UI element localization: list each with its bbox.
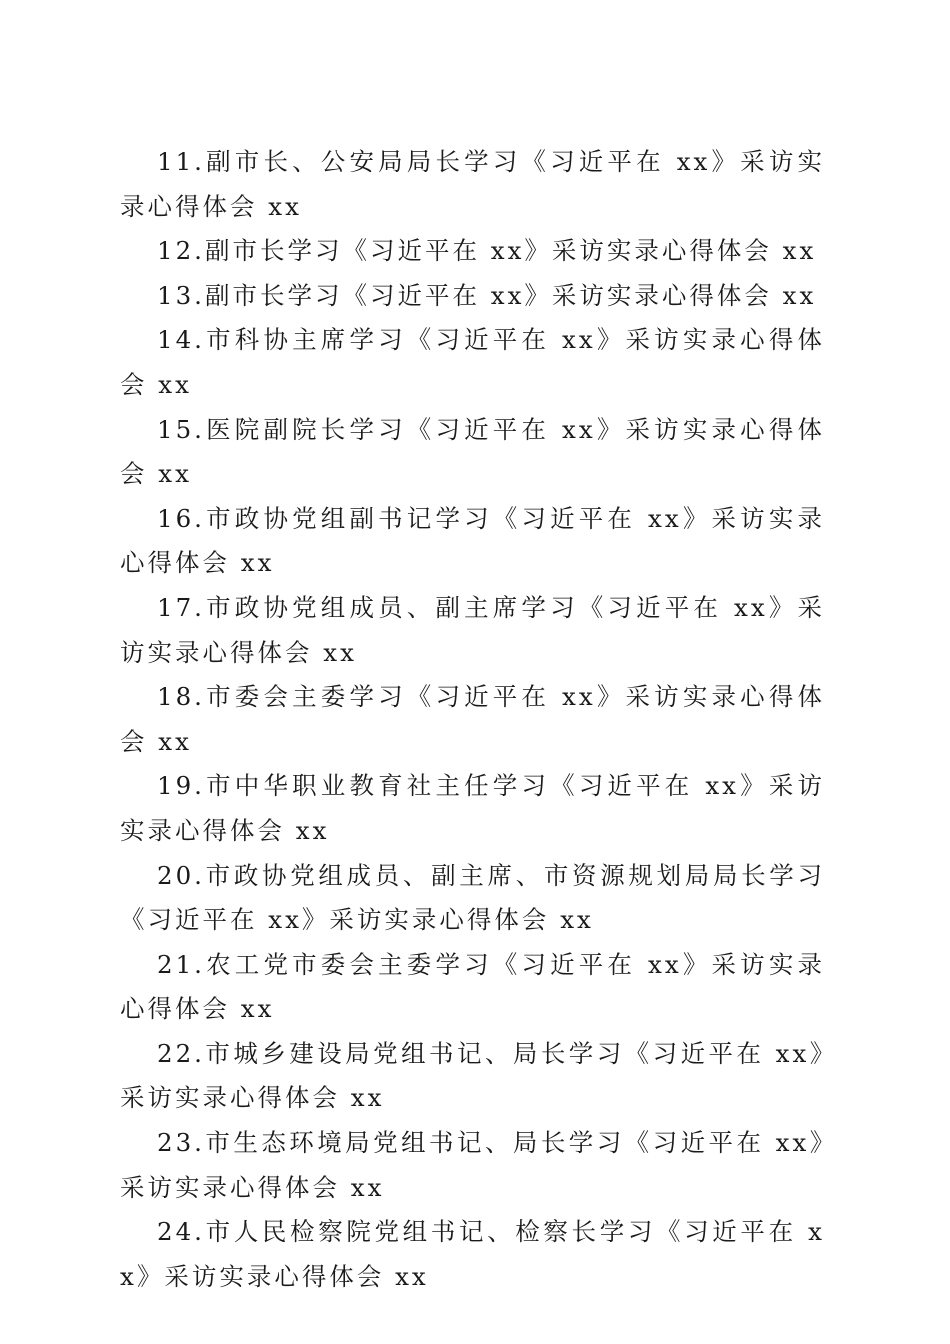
list-item: 14.市科协主席学习《习近平在 xx》采访实录心得体会 xx (120, 325, 825, 399)
list-item: 20.市政协党组成员、副主席、市资源规划局局长学习《习近平在 xx》采访实录心得体会 xx (120, 860, 825, 935)
list-item: 15.医院副院长学习《习近平在 xx》采访实录心得体会 xx (120, 414, 825, 489)
list-item: 12.副市长学习《习近平在 xx》采访实录心得体会 xx (157, 236, 817, 266)
list-item: 11.副市长、公安局局长学习《习近平在 xx》采访实录心得体会 xx (120, 147, 825, 221)
list-item: 23.市生态环境局党组书记、局长学习《习近平在 xx》采访实录心得体会 xx (120, 1128, 825, 1202)
list-item: 16.市政协党组副书记学习《习近平在 xx》采访实录心得体会 xx (120, 503, 825, 578)
list-item: 18.市委会主委学习《习近平在 xx》采访实录心得体会 xx (120, 682, 825, 756)
list-item: 13.副市长学习《习近平在 xx》采访实录心得体会 xx (157, 280, 817, 310)
list-item: 19.市中华职业教育社主任学习《习近平在 xx》采访实录心得体会 xx (120, 771, 825, 845)
list-item: 21.农工党市委会主委学习《习近平在 xx》采访实录心得体会 xx (120, 949, 825, 1024)
list-item: 17.市政协党组成员、副主席学习《习近平在 xx》采访实录心得体会 xx (120, 592, 825, 667)
article-list (120, 140, 825, 1299)
list-item: 22.市城乡建设局党组书记、局长学习《习近平在 xx》采访实录心得体会 xx (120, 1038, 825, 1113)
list-item: 24.市人民检察院党组书记、检察长学习《习近平在 xx》采访实录心得体会 xx (120, 1217, 825, 1291)
